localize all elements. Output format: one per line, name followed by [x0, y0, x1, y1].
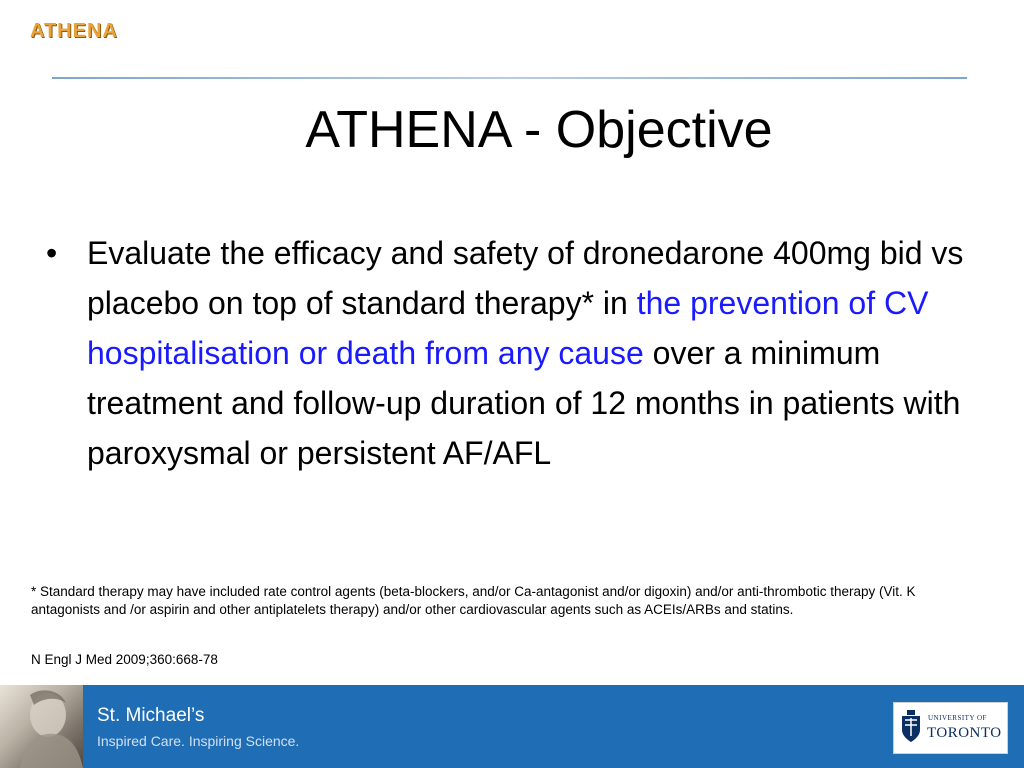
crest-icon — [900, 710, 922, 744]
slide-title: ATHENA - Objective — [305, 101, 773, 159]
bullet-text — [87, 228, 972, 478]
statue-image-icon — [0, 685, 83, 768]
citation-reference: N Engl J Med 2009;360:668-78 — [31, 652, 218, 667]
university-of-toronto-logo — [893, 702, 1008, 754]
st-michaels-name: St. Michael’s — [97, 705, 205, 726]
footer-bar — [0, 685, 1024, 768]
statue-photo — [0, 685, 83, 768]
standard-therapy-footnote: * Standard therapy may have included rate control agents (beta-blockers, and/or Ca-antagonist and/or digoxin) and/or anti-thrombotic therapy (Vit. K antagonists and /or aspirin and other antiplatelets therapy) and/or other cardiovascular agents such as ACEIs/ARBs and statins. — [31, 584, 916, 617]
bullet-text-part2: over a minimum treatment and follow-up duration of 12 months in patients with paroxysmal or persistent AF/AFL — [87, 335, 961, 471]
bullet-text-highlight: the prevention of CV hospitalisation or death from any cause — [87, 285, 929, 371]
header-divider — [52, 77, 967, 79]
toronto-label: TORONTO — [927, 725, 1002, 741]
university-of-label: UNIVERSITY OF — [928, 714, 987, 722]
bullet-text-part1: Evaluate the efficacy and safety of dronedarone 400mg bid vs placebo on top of standard therapy* in — [87, 235, 964, 321]
st-michaels-tagline: Inspired Care. Inspiring Science. — [97, 733, 300, 749]
bullet-dot-icon: • — [46, 235, 58, 271]
athena-logo: ATHENA — [30, 20, 118, 42]
